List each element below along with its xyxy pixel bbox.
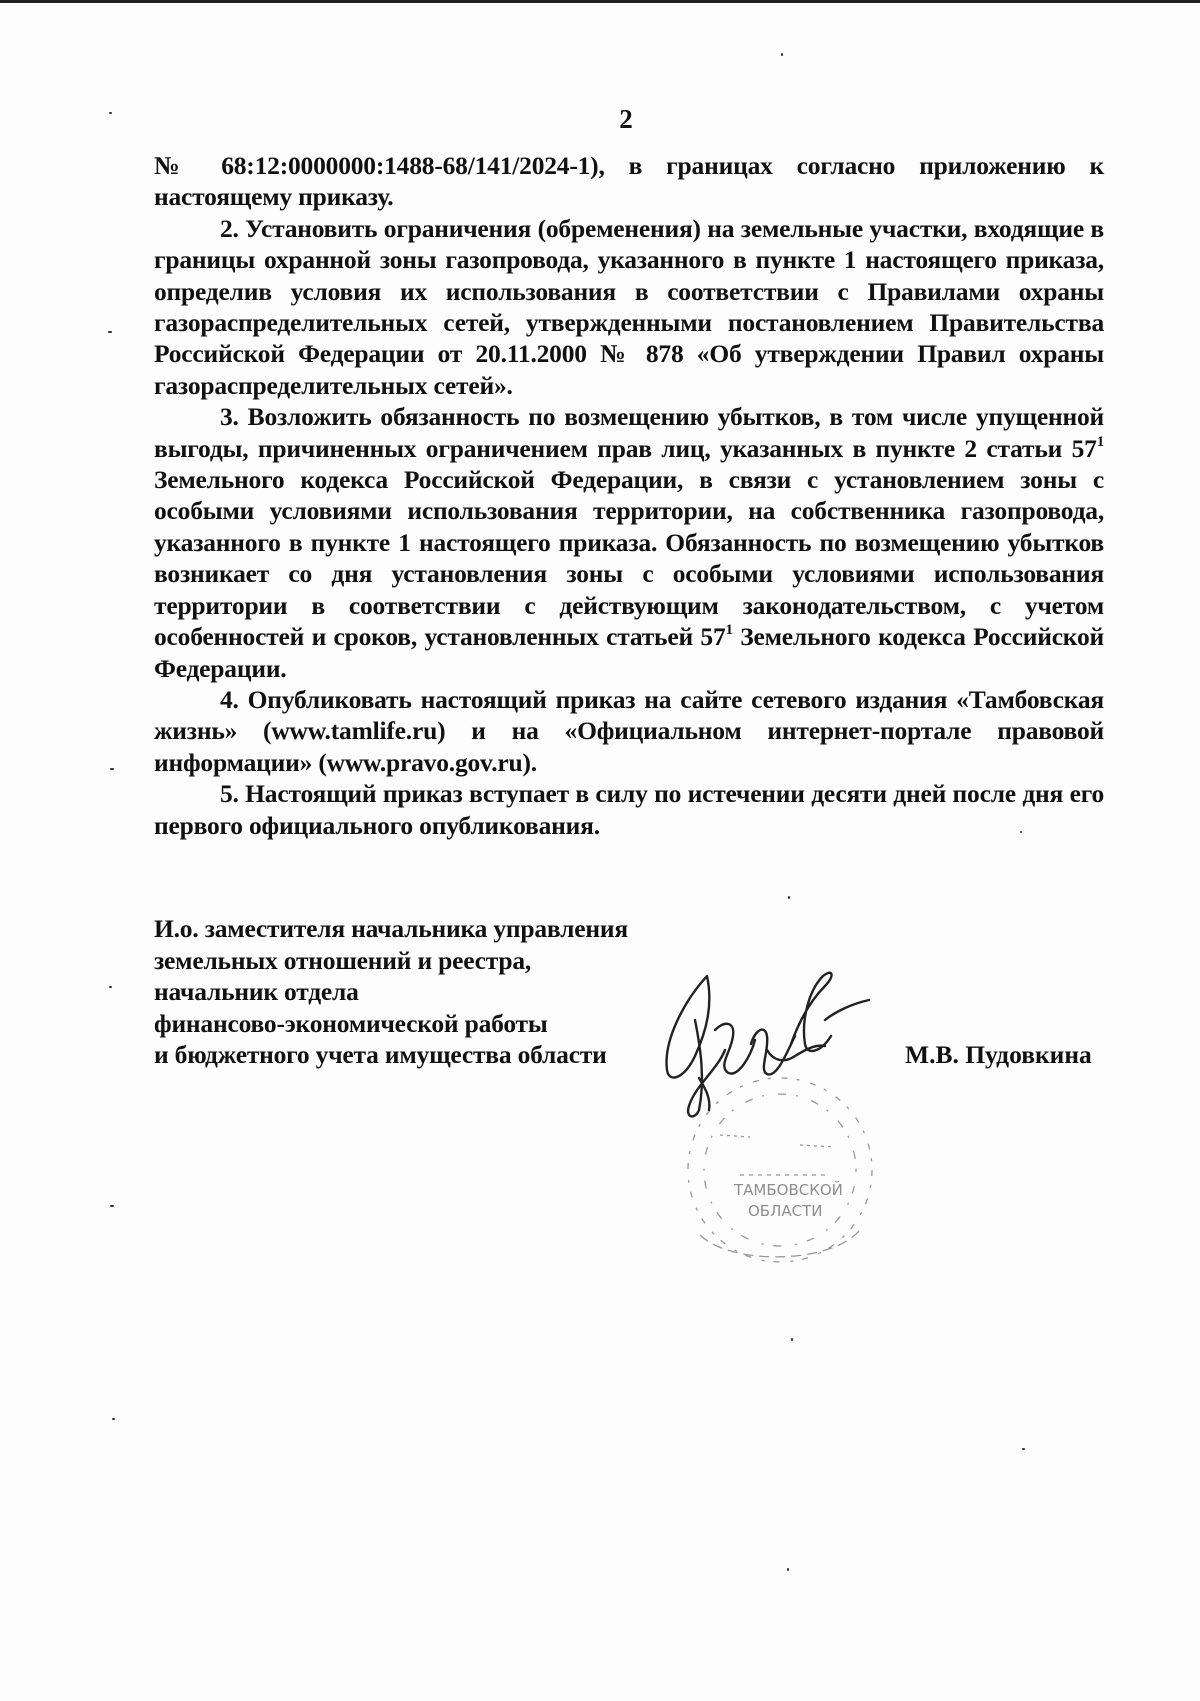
paragraph-text: 4. Опубликовать настоящий приказ на сайте сетевого издания «Тамбовская жизнь» (www.tamlife.ru) и на «Официальном интернет-портале правовой информации» (www.pravo.gov.ru). [154,684,1104,777]
scan-top-border [0,0,1200,3]
position-line: и бюджетного учета имущества области [154,1040,607,1069]
paragraph-2 [154,401,1104,684]
position-line: земельных отношений и реестра, [154,945,532,975]
position-line: начальник отдела [154,977,359,1006]
superscript: 1 [1096,433,1104,450]
position-line: финансово-экономической работы [154,1008,548,1038]
paragraph-text: 2. Установить ограничения (обременения) на земельные участки, входящие в границы охранной зоны газопровода, указанного в пункте 1 настоящего приказа, определив условия их использования в соответствии с Правилами охраны газораспределительных сетей, утвержденными постановлением Правительства Российской Федерации от 20.11.2000 № 878 «Об утверждении Правил охраны газораспределительных сетей». [154,213,1104,400]
superscript: 1 [725,622,733,639]
paragraph-text: 3. Возложить обязанность по возмещению убытков, в том числе упущенной выгоды, причиненных ограничением прав лиц, указанных в пункте 2 статьи 57 [154,402,1104,463]
scan-speck [1022,1448,1025,1450]
paragraph-1 [154,213,1104,401]
scan-speck [791,1338,793,1341]
scan-speck [1020,831,1022,833]
official-stamp [660,1025,890,1280]
paragraph-0 [154,150,1104,213]
signatory-name: М.В. Пудовкина [905,1040,1092,1069]
paragraph-text: Земельного кодекса Российской Федерации. [154,622,1105,683]
paragraph-text: Земельного кодекса Российской Федерации, в связи с установлением зоны с особыми условиями использования территории, на собственника газопровода, указанного в пункте 1 настоящего приказа. Обязанность по возмещению убытков возникает со дня установления зоны с особыми условиями использования территории в соответствии с действующим законодательством, с учетом особенностей и сроков, установленных статьей 57 [154,465,1104,652]
paragraph-text: 5. Настоящий приказ вступает в силу по истечении десяти дней после дня его первого официального опубликования. [154,779,1104,840]
scan-speck [110,1205,114,1207]
scan-speck [110,768,114,770]
scan-speck [781,53,783,56]
scan-speck [788,896,790,899]
paragraph-text: № 68:12:0000000:1488-68/141/2024-1), в границах согласно приложению к настоящему приказу. [154,151,1104,212]
document-body [154,150,1104,841]
scan-speck [109,112,112,114]
stamp-line-2: ОБЛАСТИ [748,1202,823,1220]
signatory-position [154,913,714,1071]
scan-speck [787,1568,789,1571]
page-number: 2 [619,104,633,134]
scan-speck [112,1418,115,1420]
paragraph-4 [154,778,1104,841]
position-line: И.о. заместителя начальника управления [154,914,628,943]
stamp-line-1: ТАМБОВСКОЙ [734,1181,843,1199]
scan-speck [108,331,112,333]
paragraph-3 [154,684,1104,778]
scan-speck [109,986,112,988]
